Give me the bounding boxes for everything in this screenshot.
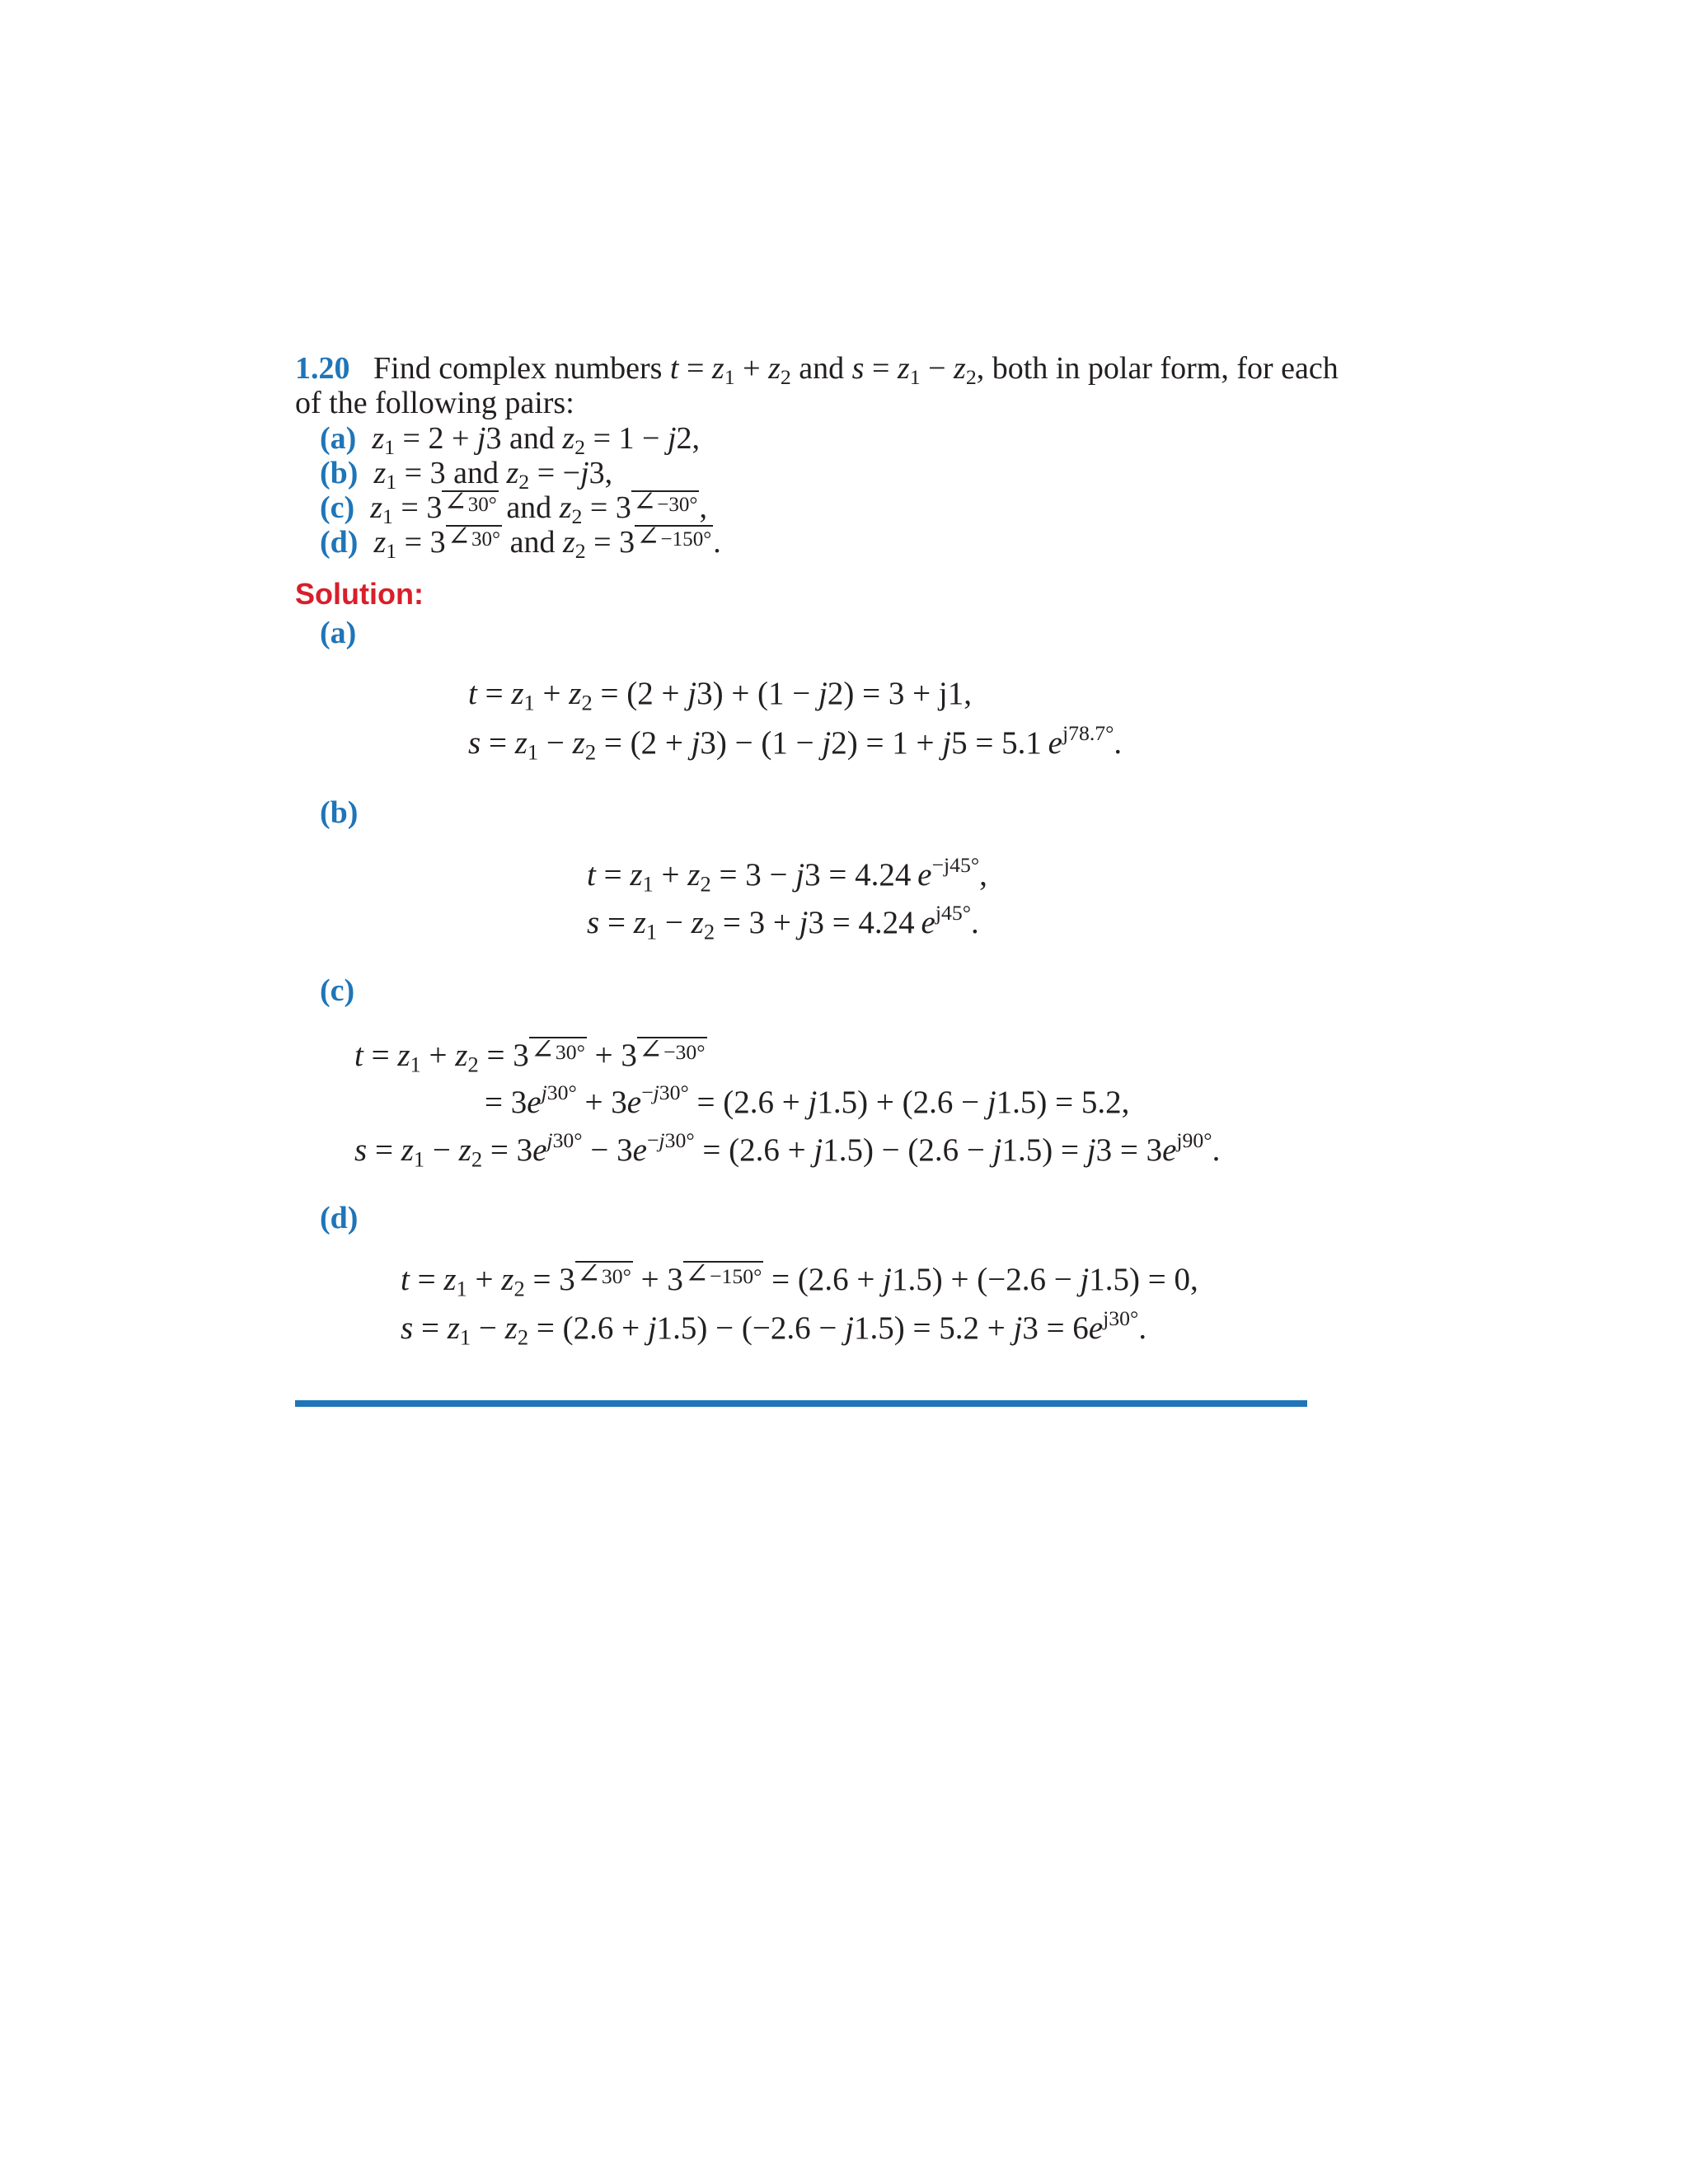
part-c-eq-s: $s = z_1 - z_2 = 3e^{j30^\circ} - 3e^{-j30^\circ} = (2.6 + j1.5) - (2.6 - j1.5) = j3 = 3e^{j90^\circ}$. [354, 1128, 1221, 1172]
intro-text-end: both in polar form, for each [992, 351, 1339, 386]
polar-angle: ∠ 30° [446, 525, 502, 551]
item-label: (d) [320, 525, 359, 560]
intro-text: Find complex numbers [373, 351, 663, 386]
intro-and: and [799, 351, 845, 386]
part-b-eq-t: $t = z_1 + z_2 = 3 - j3 = 4.24$ $e^{-j45^\circ}$, [587, 853, 987, 897]
polar-angle: ∠ 30° [442, 490, 498, 516]
part-d-eq-s: $s = z_1 - z_2 = (2.6 + j1.5) - (-2.6 - j1.5) = 5.2 + j3 = 6e^{j30^\circ}$. [401, 1306, 1147, 1350]
part-a-label: (a) [320, 616, 357, 650]
item-formula: $z_1 = 3$ and $z_2 = -j3$, [373, 456, 613, 494]
result-exponent: j90° [1176, 1128, 1212, 1153]
polar-angle: ∠ −30° [631, 490, 700, 516]
intro-formula-s: $s = z_1 - z_2$, [851, 351, 985, 390]
part-c-eq-t1: $t = z_1 + z_2$ = 3∠ 30° + 3∠ −30° [354, 1037, 707, 1074]
part-d-eq-t: $t = z_1 + z_2$ = 3∠ 30° + 3∠ −150° = (2.6 + j1.5) + (−2.6 − j1.5) = 0, [401, 1261, 1198, 1298]
item-a [320, 420, 700, 460]
solution-heading: Solution: [295, 577, 424, 611]
section-divider [295, 1400, 1307, 1407]
item-formula: $z_1$ = 3∠ 30° and $z_2$ = 3∠ −150°. [373, 525, 720, 560]
result-magnitude: 5.1 [1001, 725, 1042, 761]
item-formula: $z_1 = 2 + j3$ and $z_2 = 1 - j2$, [372, 421, 700, 460]
result-exponent: j78.7° [1062, 721, 1114, 746]
part-c-eq-t2: = $3e^{j30^\circ} + 3e^{-j30^\circ} = (2.6 + j1.5) + (2.6 - j1.5) = 5.2$, [485, 1080, 1130, 1120]
result-magnitude: 4.24 [855, 857, 912, 893]
part-b-label: (b) [320, 795, 359, 830]
result-exponent: j45° [935, 901, 971, 926]
problem-number: 1.20 [295, 351, 350, 386]
item-formula: $z_1$ = 3∠ 30° and $z_2$ = 3∠ −30°, [370, 490, 707, 525]
part-a-eq-s: $s = z_1 - z_2 = (2 + j3) - (1 - j2) = 1 + j5 = 5.1$ $e^{j78.7^\circ}$. [468, 721, 1123, 765]
polar-angle: ∠ 30° [575, 1261, 633, 1287]
polar-angle: ∠ −30° [637, 1037, 707, 1063]
item-d [320, 524, 721, 564]
item-label: (b) [320, 456, 359, 490]
item-label: (c) [320, 490, 355, 525]
part-a-eq-t: $t = z_1 + z_2 = (2 + j3) + (1 - j2) = 3 + j1$, [468, 676, 972, 715]
item-b [320, 455, 613, 494]
part-d-label: (d) [320, 1201, 359, 1235]
result-value: 0 [1174, 1262, 1191, 1298]
result-value: 5.2 [1081, 1085, 1122, 1120]
intro-line-2: of the following pairs: [295, 386, 574, 420]
polar-angle: ∠ 30° [529, 1037, 587, 1063]
polar-angle: ∠ −150° [635, 525, 713, 551]
part-c-label: (c) [320, 973, 355, 1008]
polar-angle: ∠ −150° [683, 1261, 764, 1287]
intro-formula-t: $t = z_1 + z_2$ [669, 351, 791, 390]
item-c [320, 490, 707, 529]
result-value: 3 + j1 [888, 676, 964, 711]
item-label: (a) [320, 421, 357, 456]
part-b-eq-s: $s = z_1 - z_2 = 3 + j3 = 4.24$ $e^{j45^\circ}$. [587, 901, 979, 944]
problem-statement [295, 350, 1339, 390]
result-exponent: j30° [1103, 1306, 1139, 1331]
result-exponent: −j45° [931, 853, 980, 878]
